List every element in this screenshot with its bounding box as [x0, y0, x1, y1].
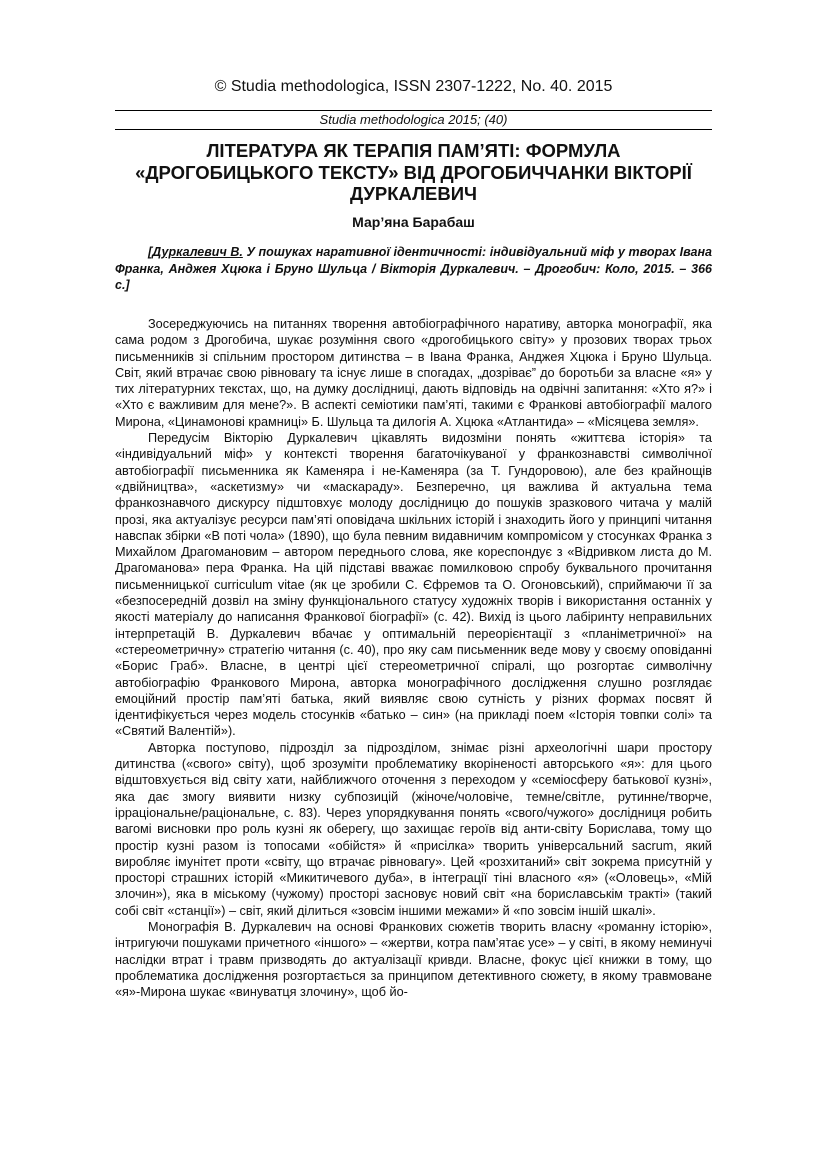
header-rule-top: [115, 110, 712, 111]
header-rule-bottom: [115, 129, 712, 130]
body-paragraph-2: Передусім Вікторію Дуркалевич цікавлять видозміни понять «життєва історія» та «індивідуальний міф» у контексті творення багаточікуваної у франкознавстві символічної автобіографії письменника як Каменяра і не-Каменяра (за Т. Гундоровою), але без крайнощів «двійництва», «аскетизму» чи «маскараду». Безперечно, ця важлива й актуальна тема франкознавчого дискурсу підштовхує молоду дослідницю до пошуків зразкового читача у малій прозі, яка актуалізує ресурси пам’яті оповідача шкільних історій і знаходить його у принципі читання навспак збірки «В поті чола» (1890), що була певним видавничим компромісом у стосунках Франка з Михайлом Драгомановим – автором переднього слова, яке кореспондує з «Відривком листа до М. Драгоманова» пера Франка. На цій підставі вважає помилковою спробу буквального прочитання письменницької curriculum vitae (як це зробили С. Єфремов та О. Огоновський), сприймаючи її за «безпосередній дозвіл на зміну функціонального статусу художніх творів і використання останніх у якості матеріалу до написання Франкової біографії» (с. 42). Вихід із цього лабіринту неправильних інтерпретацій В. Дуркалевич вбачає у оптимальній переорієнтації з «планіметричної» на «стереометричну» стратегію читання (с. 40), про яку сам письменник веде мову у своєму оповіданні «Борис Граб». Власне, в центрі цієї стереометричної спіралі, що розгортає символічну автобіографію Франкового Мирона, авторка монографічного дослідження слушно розглядає емоційний простір пам’яті батька, який виявляє свою сутність у різних формах посвят й ідентифікується через модель стосунків «батько – син» (на прикладі поем «Історія товпки солі» та «Святий Валентій»).: [115, 431, 712, 739]
article-author: Мар’яна Барабаш: [352, 214, 475, 230]
bibliographic-reference: [115, 244, 712, 294]
bibref-author-name: Дуркалевич В.: [152, 245, 243, 259]
article-title: ЛІТЕРАТУРА ЯК ТЕРАПІЯ ПАМ’ЯТІ: ФОРМУЛА «ДРОГОБИЦЬКОГО ТЕКСТУ» ВІД ДРОГОБИЧЧАНКИ ВІКТОРІЇ ДУРКАЛЕВИЧ: [135, 140, 692, 204]
bibref-details: У пошуках наративної ідентичності: індивідуальний міф у творах Івана Франка, Анджея Хцюка і Бруно Шульца / Вікторія Дуркалевич. – Дрогобич: Коло, 2015. – 366 с.]: [115, 245, 712, 292]
bibref-open-bracket: [: [148, 245, 153, 259]
journal-copyright: © Studia methodologica, ISSN 2307-1222, No. 40. 2015: [214, 78, 613, 95]
body-paragraph-4: Монографія В. Дуркалевич на основі Франкових сюжетів творить власну «романну історію», інтригуючи пошуками причетного «іншого» – «жертви, котра пам’ятає усе» – у світі, в якому неминучі наслідки втрат і травм призводять до актуалізації кривди. Власне, фокус цієї книжки в тому, що проблематика дослідження розгортається за принципом детективного сюжету, в якому травмоване «я»-Мирона шукає «винуватця злочину», щоб йо-: [115, 919, 712, 1000]
article-body: [115, 316, 712, 1000]
body-paragraph-3: Авторка поступово, підрозділ за підрозділом, знімає різні археологічні шари простору дитинства («свого» світу), щоб зрозуміти проблематику вкоріненості авторського «я»: для цього відштовхується від світу хати, найближчого оточення з переходом у «семіосферу батькової кузні», яка дає змогу виявити низку субпозицій (жіноче/чоловіче, темне/світле, рутинне/творче, ірраціональне/раціональне, с. 83). Через упорядкування понять «свого/чужого» дослідниця робить вагомі висновки про роль кузні як оберегу, що захищає героїв від анти-світу Борислава, тому що простір кузні разом із топосами «обійстя» й «присілка» творить універсальний sacrum, який виробляє імунітет проти «світу, що втрачає рівновагу». Цей «розхитаний» світ зокрема присутній у просторі страшних історій «Микитичевого дуба», в інтеграції тіні власного «я» («Оловець», «Мій злочин»), яка в міському (чужому) просторі засновує новий світ «на бориславськім тракті» (такий собі світ «станції») – світ, який ділиться «зовсім іншими межами» й «по зовсім іншій шкалі».: [115, 740, 712, 918]
journal-running-head: Studia methodologica 2015; (40): [319, 112, 508, 127]
body-paragraph-1: Зосереджуючись на питаннях творення автобіографічного наративу, авторка монографії, яка сама родом з Дрогобича, шукає розуміння свого «дрогобицького світу» у прозових творах трьох письменників зі спільним простором дитинства – в Івана Франка, Анджея Хцюка і Бруно Шульца. Світ, який втрачає свою рівновагу та існує лише в спогадах, „дозріває” до боротьби за власне «я» у тих літературних текстах, що, на думку дослідниці, дають відповідь на одвічні запитання: «Хто я?» і «Хто є важливим для мене?». В аспекті семіотики пам’яті, такими є Франкові автобіографії малого Мирона, «Цинамонові крамниці» Б. Шульца та дилогія А. Хцюка «Атлантида» – «Місяцева земля».: [115, 317, 712, 429]
